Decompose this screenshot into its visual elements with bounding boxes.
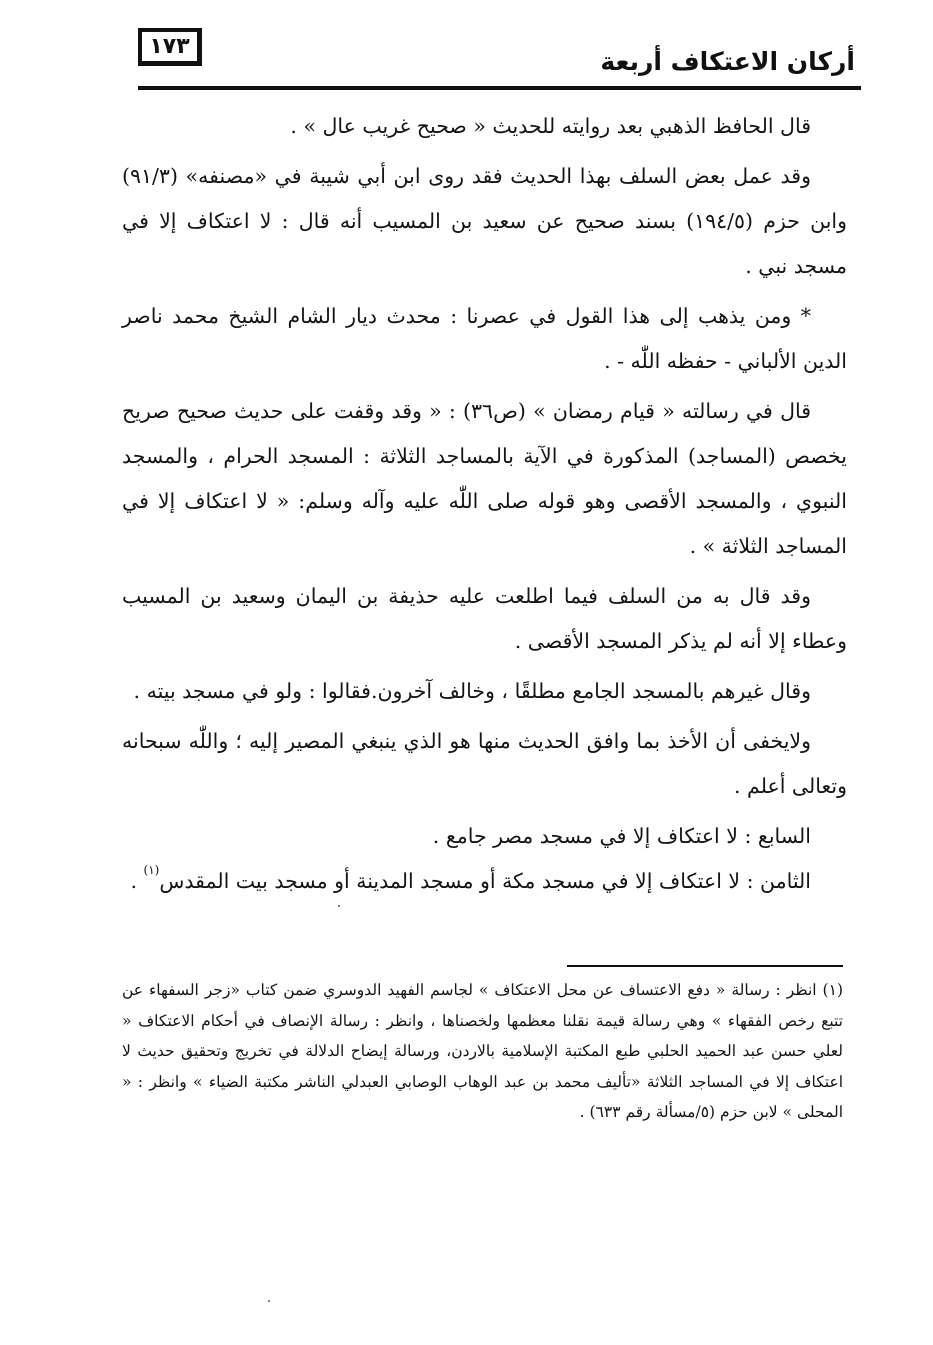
footnote-1: (١) انظر : رسالة « دفع الاعتساف عن محل الاعتكاف » لجاسم الفهيد الدوسري ضمن كتاب «زجر السفهاء عن تتبع رخص الفقهاء » وهي رسالة قيمة نقلنا معظمها ولخصناها ، وانظر : رسالة الإنصاف في أحكام الاعتكاف « لعلي حسن عبد الحميد الحلبي طبع المكتبة الإسلامية بالاردن، ورسالة إيضاح الدلالة في تخريج وتحقيق حديث لا اعتكاف إلا في المساجد الثلاثة «تأليف محمد بن عبد الوهاب الوصابي العبدلي الناشر مكتبة الضياء » وانظر : « المحلى » لابن حزم (٥/مسألة رقم ٦٣٣) . xyxy=(122,981,843,1121)
footnotes xyxy=(122,975,843,1128)
main-text xyxy=(122,104,847,909)
paragraph-last xyxy=(122,859,847,904)
paragraph-tail: . xyxy=(130,869,144,893)
paragraph: قال الحافظ الذهبي بعد روايته للحديث « صحيح غريب عال » . xyxy=(290,114,811,138)
paragraph: السابع : لا اعتكاف إلا في مسجد مصر جامع . xyxy=(432,824,811,848)
paragraph: ولايخفى أن الأخذ بما وافق الحديث منها هو الذي ينبغي المصير إليه ؛ واللّٰه سبحانه وتعالى أعلم . xyxy=(122,729,847,798)
paragraph: وقد عمل بعض السلف بهذا الحديث فقد روى ابن أبي شيبة في «مصنفه» (٩١/٣) وابن حزم (١٩٤/٥) بسند صحيح عن سعيد بن المسيب أنه قال : لا اعتكاف إلا في مسجد نبي . xyxy=(122,164,847,278)
header-rule xyxy=(138,86,861,90)
running-title: أركان الاعتكاف أربعة xyxy=(600,47,855,76)
page-number: ١٧٣ xyxy=(138,28,202,66)
footnote-reference[interactable]: (١) xyxy=(143,863,160,877)
paragraph: وقال غيرهم بالمسجد الجامع مطلقًا ، وخالف آخرون.فقالوا : ولو في مسجد بيته . xyxy=(133,679,811,703)
paragraph: قال في رسالته « قيام رمضان » (ص٣٦) : « وقد وقفت على حديث صحيح صريح يخصص (المساجد) المذكورة في الآية بالمساجد الثلاثة : المسجد الحرام ، والمسجد النبوي ، والمسجد الأقصى وهو قوله صلى اللّٰه عليه وآله وسلم: « لا اعتكاف إلا في المساجد الثلاثة » . xyxy=(122,399,847,558)
paragraph: * ومن يذهب إلى هذا القول في عصرنا : محدث ديار الشام الشيخ محمد ناصر الدين الألباني - حفظه اللّٰه - . xyxy=(122,304,847,373)
footnote-separator xyxy=(567,965,843,967)
scan-speck xyxy=(268,1300,270,1302)
paragraph: وقد قال به من السلف فيما اطلعت عليه حذيفة بن اليمان وسعيد بن المسيب وعطاء إلا أنه لم يذكر المسجد الأقصى . xyxy=(122,584,847,653)
paragraph-text: الثامن : لا اعتكاف إلا في مسجد مكة أو مسجد المدينة أو مسجد بيت المقدس xyxy=(159,869,811,893)
scan-speck xyxy=(338,905,340,907)
